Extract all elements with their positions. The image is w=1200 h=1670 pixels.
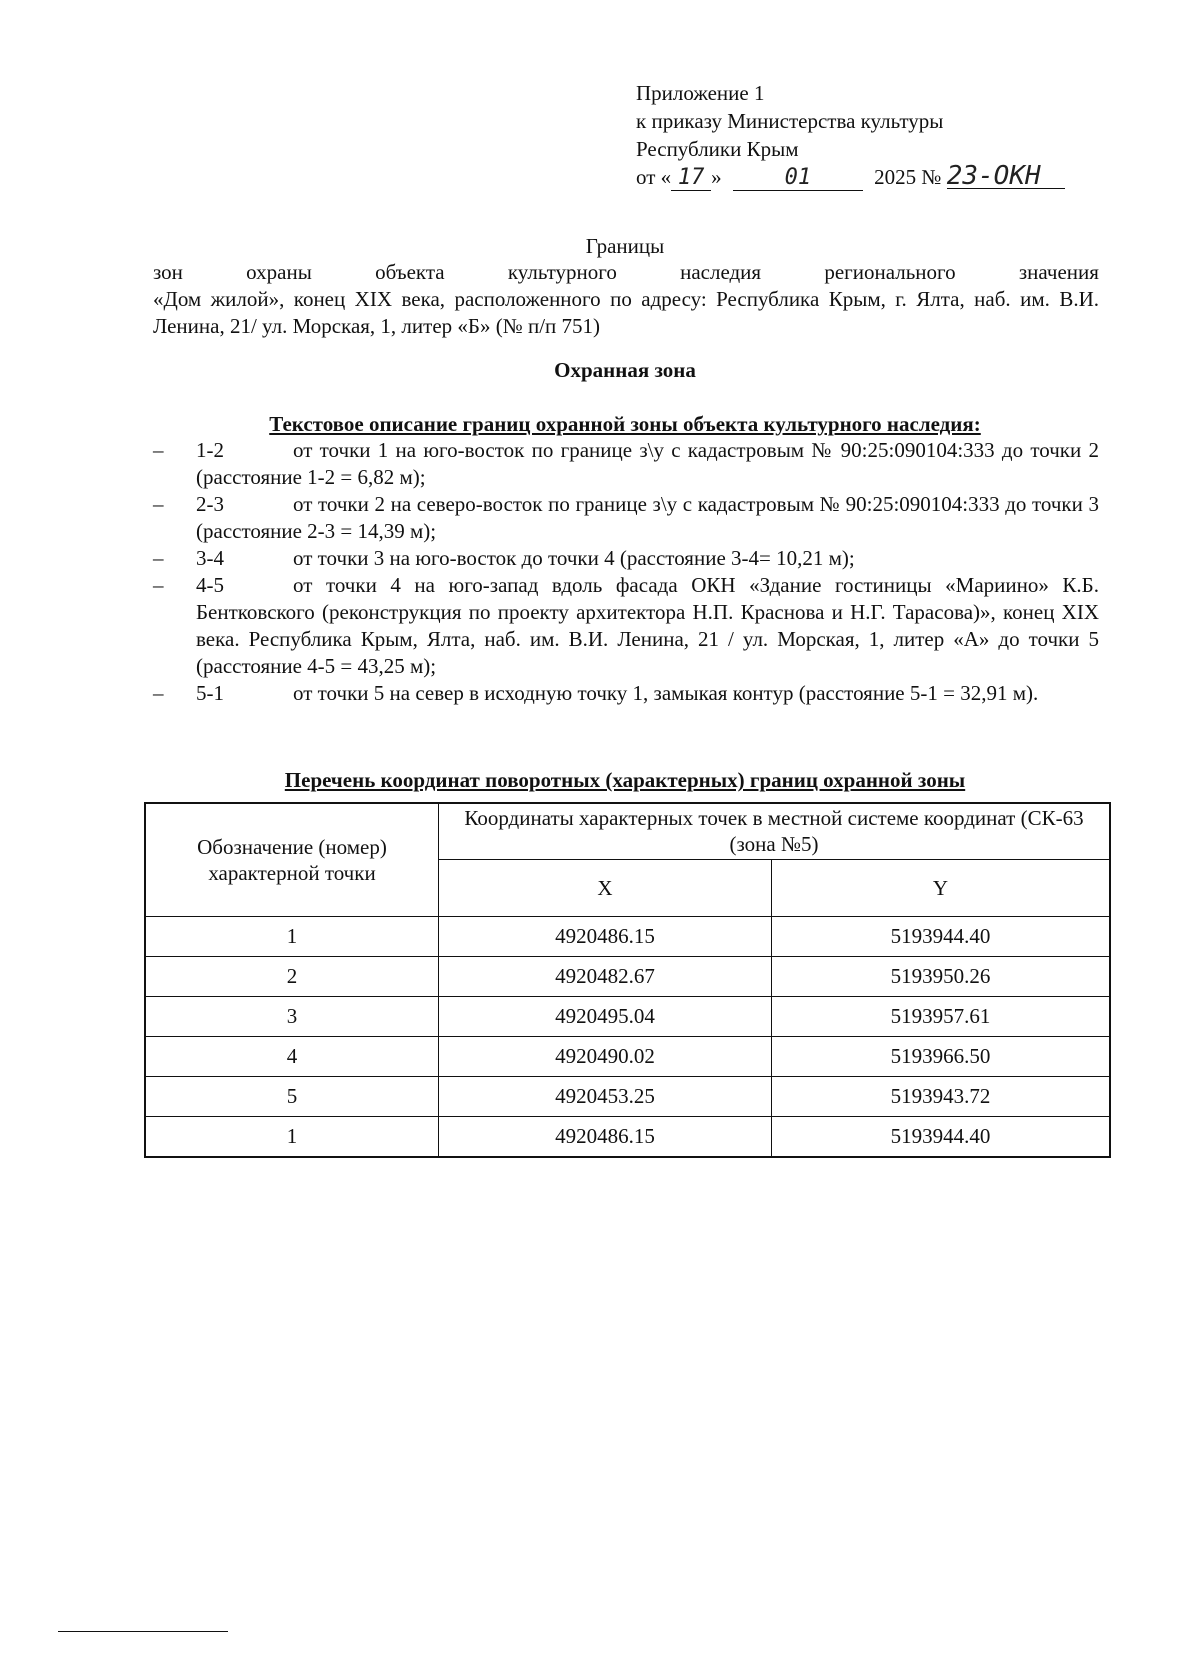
table-row [145,916,1110,956]
list-dash: – [153,681,164,705]
table-row [145,1116,1110,1157]
intro-word: значения [1018,260,1099,284]
appendix-order-ref: к приказу Министерства культуры [636,109,944,133]
segment-description: от точки 1 на юго-восток по границе з\у с кадастровым № 90:25:090104:333 до точки 2 (расстояние 1-2 = 6,82 м); [196,438,1099,489]
intro-word: регионального [824,260,956,284]
boundary-list-item [153,491,1099,545]
date-mid: » [711,165,722,189]
point-number-cell: 1 [145,916,439,956]
intro-paragraph [153,259,1099,340]
segment-code: 1-2 [196,438,224,462]
y-coordinate-cell: 5193943.72 [772,1076,1111,1116]
point-number-cell: 5 [145,1076,439,1116]
appendix-number: Приложение 1 [636,81,765,105]
order-day: 17 [671,166,711,191]
y-coordinate-cell: 5193966.50 [772,1036,1111,1076]
intro-rest: «Дом жилой», конец XIX века, расположенного по адресу: Республика Крым, г. Ялта, наб. им. В.И. Ленина, 21/ ул. Морская, 1, литер «Б» (№ п/п 751) [153,287,1099,338]
segment-code: 5-1 [196,681,224,705]
x-coordinate-cell: 4920482.67 [439,956,772,996]
coords-column-header: Координаты характерных точек в местной системе координат (СК-63 (зона №5) [439,803,1111,859]
list-dash: – [153,546,164,570]
list-dash: – [153,492,164,516]
order-year-label: 2025 № [874,165,942,189]
segment-code: 3-4 [196,546,224,570]
appendix-ministry: Республики Крым [636,137,799,161]
table-row [145,1036,1110,1076]
order-number: 23-ОКН [947,164,1065,189]
boundary-list [153,437,1099,707]
x-coordinate-cell: 4920490.02 [439,1036,772,1076]
appendix-header [636,79,1156,191]
point-number-cell: 4 [145,1036,439,1076]
coordinates-heading: Перечень координат поворотных (характерных) границ охранной зоны [284,768,966,792]
x-coordinate-cell: 4920486.15 [439,1116,772,1157]
coordinates-table [144,802,1111,1158]
point-number-cell: 1 [145,1116,439,1157]
order-month: 01 [733,166,863,191]
intro-word: объекта [375,260,445,284]
table-row [145,996,1110,1036]
y-column-header: Y [772,859,1111,916]
segment-description: от точки 3 на юго-восток до точки 4 (расстояние 3-4= 10,21 м); [293,546,855,570]
boundary-list-item [153,680,1099,707]
boundary-list-item [153,437,1099,491]
x-coordinate-cell: 4920486.15 [439,916,772,956]
point-number-cell: 2 [145,956,439,996]
table-row [145,1076,1110,1116]
intro-word: зон [153,260,183,284]
boundary-list-item [153,572,1099,680]
x-column-header: X [439,859,772,916]
intro-word: культурного [507,260,617,284]
x-coordinate-cell: 4920453.25 [439,1076,772,1116]
date-prefix: от « [636,165,672,189]
y-coordinate-cell: 5193944.40 [772,916,1111,956]
intro-word: охраны [246,260,312,284]
point-number-cell: 3 [145,996,439,1036]
segment-description: от точки 4 на юго-запад вдоль фасада ОКН «Здание гостиницы «Мариино» К.Б. Бентковского (реконструкция по проекту архитектора Н.П. Краснова и Н.Г. Тарасова)», конец XIX века. Республика Крым, Ялта, наб. им. В.И. Ленина, 21 / ул. Морская, 1, литер «А» до точки 5 (расстояние 4-5 = 43,25 м); [196,573,1099,678]
document-title: Границы [585,234,665,258]
table-row [145,956,1110,996]
description-heading: Текстовое описание границ охранной зоны объекта культурного наследия: [269,412,981,436]
y-coordinate-cell: 5193950.26 [772,956,1111,996]
segment-code: 2-3 [196,492,224,516]
list-dash: – [153,573,164,597]
zone-heading: Охранная зона [554,358,696,382]
list-dash: – [153,438,164,462]
segment-description: от точки 5 на север в исходную точку 1, замыкая контур (расстояние 5-1 = 32,91 м). [293,681,1039,705]
point-column-header: Обозначение (номер) характерной точки [145,803,439,916]
footnote-divider [58,1631,228,1632]
intro-word: наследия [680,260,762,284]
intro-first-line [153,259,1099,286]
segment-code: 4-5 [196,573,224,597]
order-date-line [636,163,1156,191]
coordinates-rows [145,916,1110,1157]
segment-description: от точки 2 на северо-восток по границе з\у с кадастровым № 90:25:090104:333 до точки 3 (расстояние 2-3 = 14,39 м); [196,492,1099,543]
y-coordinate-cell: 5193957.61 [772,996,1111,1036]
x-coordinate-cell: 4920495.04 [439,996,772,1036]
y-coordinate-cell: 5193944.40 [772,1116,1111,1157]
boundary-list-item [153,545,1099,572]
